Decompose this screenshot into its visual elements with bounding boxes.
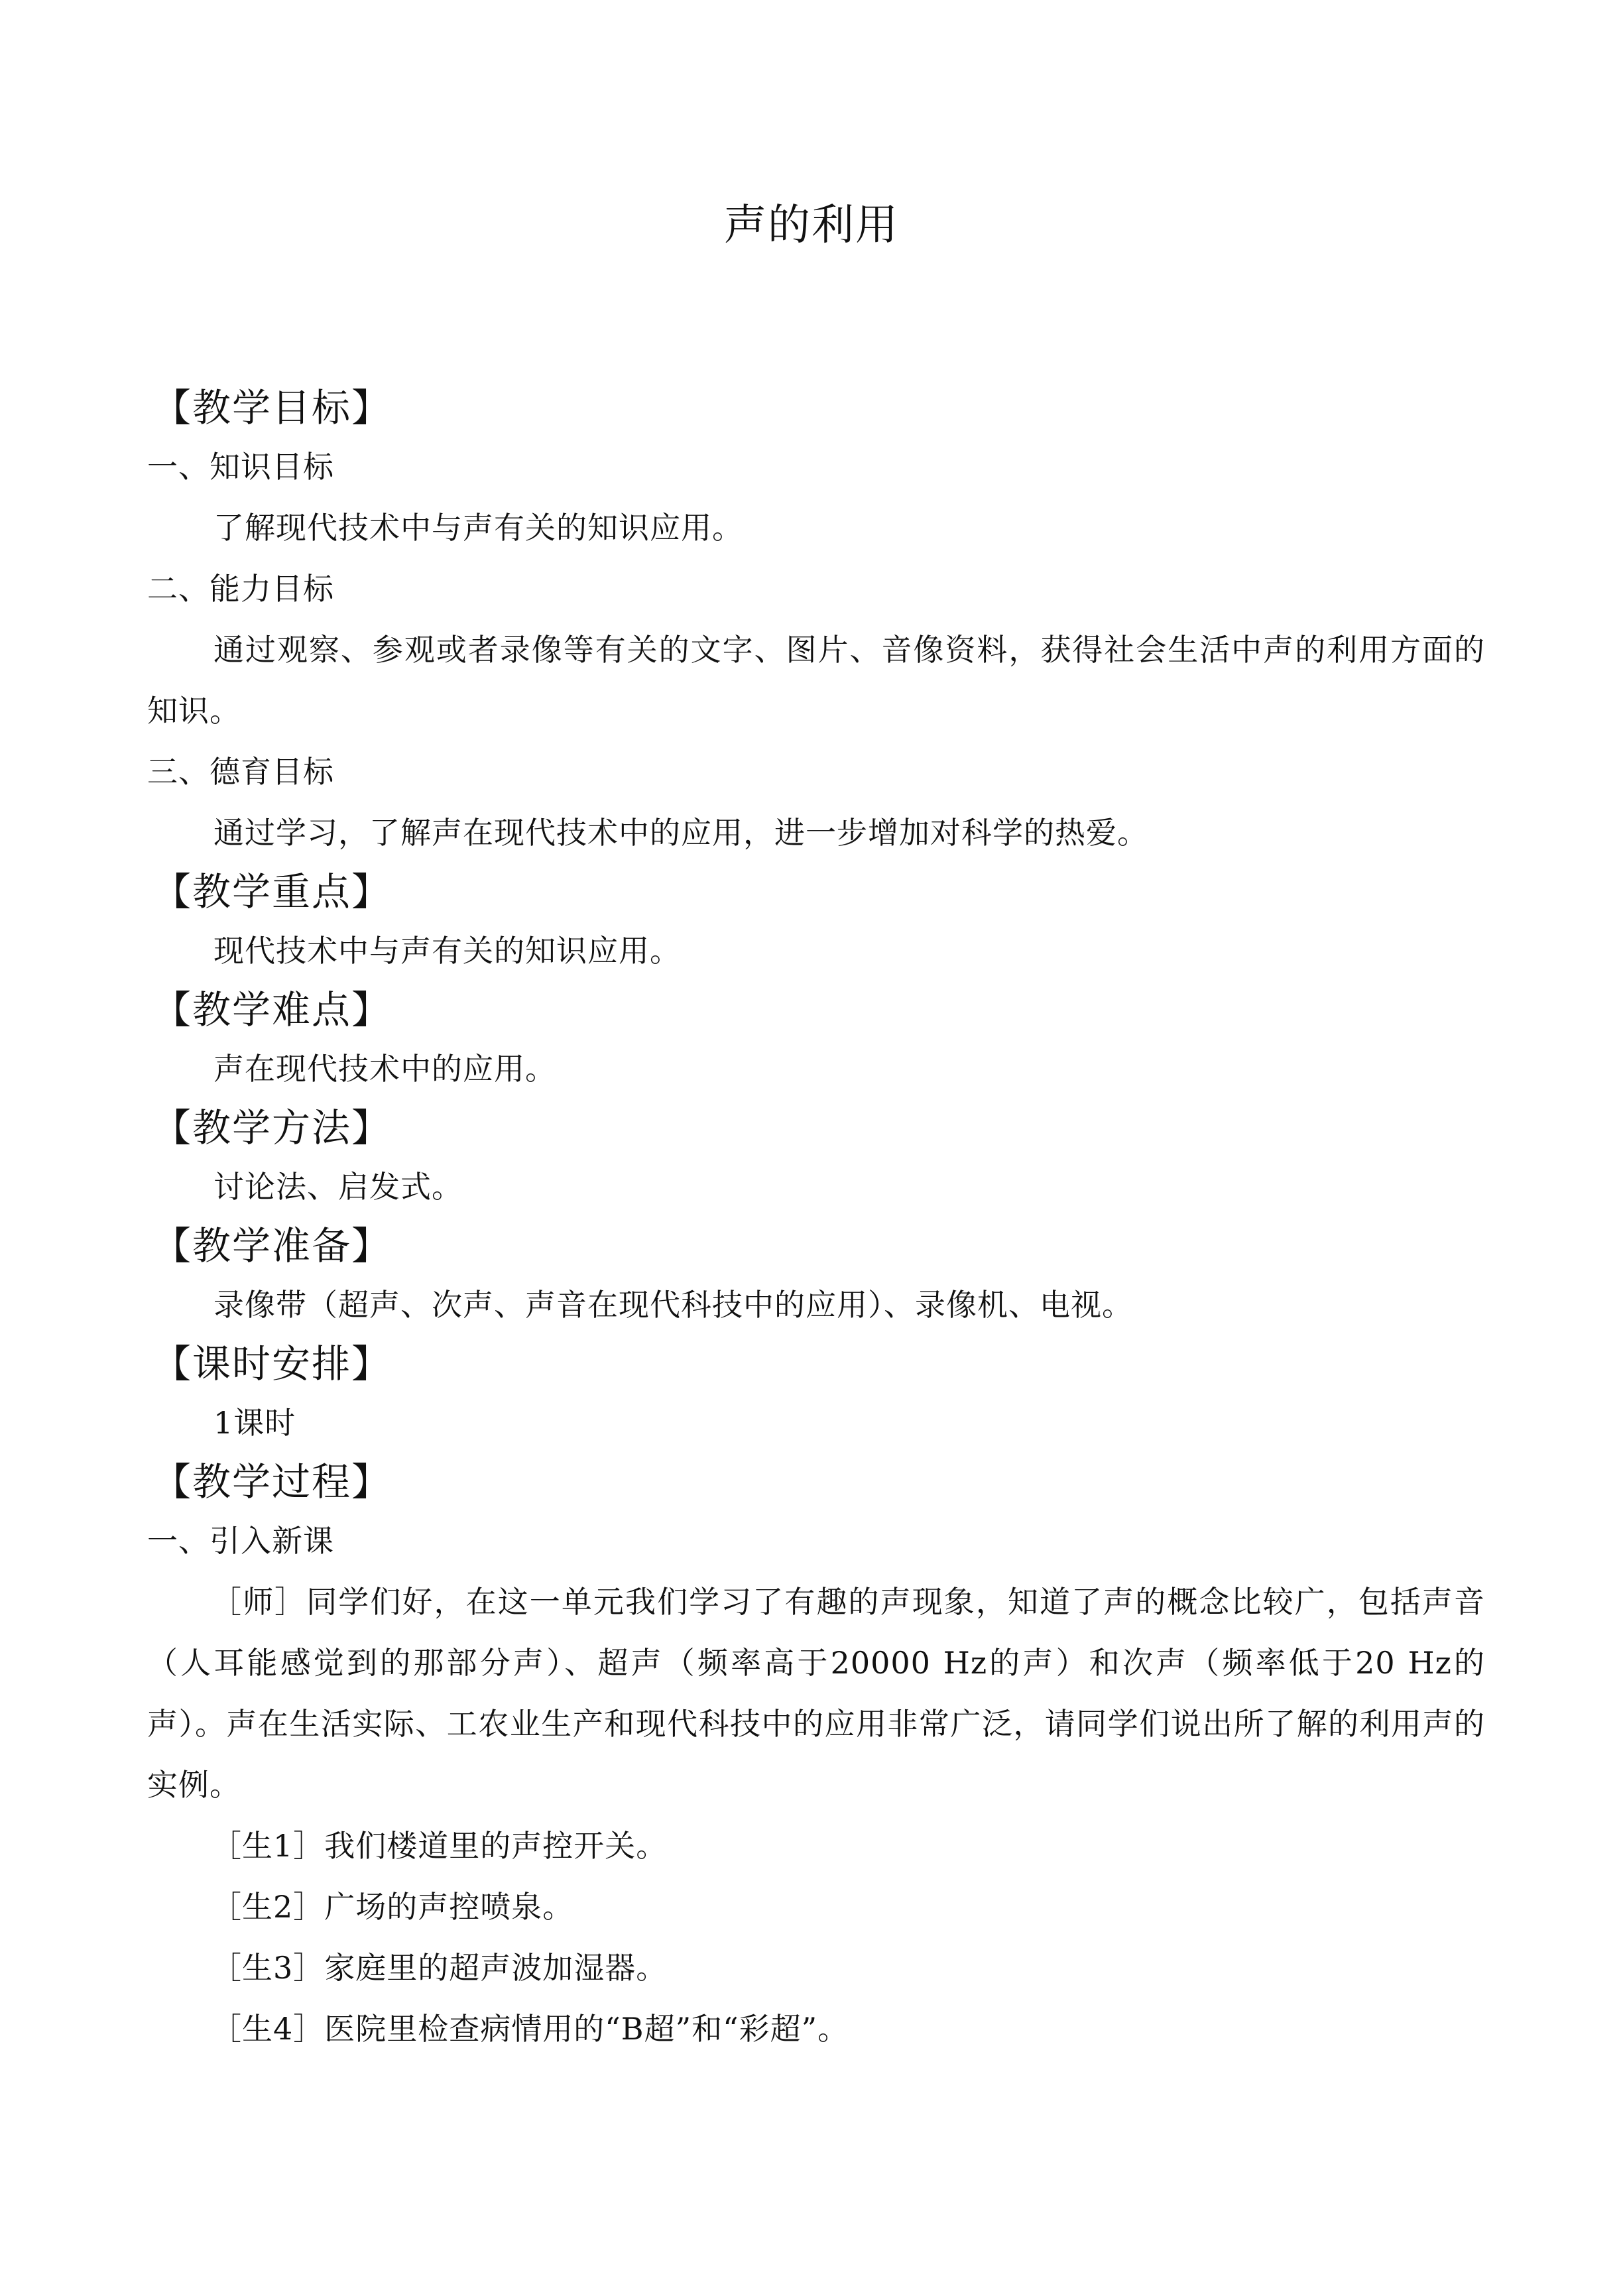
heading-process: 【教学过程】 [152,1459,392,1504]
paragraph-student-3: ［生3］家庭里的超声波加湿器。 [211,1950,668,1986]
paragraph-schedule: 1课时 [213,1405,296,1441]
subheading-intro: 一、引入新课 [147,1523,334,1559]
paragraph-moral: 通过学习，了解声在现代技术中的应用，进一步增加对科学的热爱。 [213,815,1148,851]
paragraph-key-points: 现代技术中与声有关的知识应用。 [213,933,681,969]
paragraph-teacher: ［师］同学们好，在这一单元我们学习了有趣的声现象，知道了声的概念比较广，包括声音（人耳能感觉到的那部分声）、超声（频率高于20000 Hz的声）和次声（频率低于20 Hz的声）。声在生活实际、工农业生产和现代科技中的应用非常广泛，请同学们说出所了解的利用声的实例。 [147,1584,1485,1803]
heading-schedule: 【课时安排】 [152,1341,392,1386]
subheading-ability: 二、能力目标 [147,571,334,607]
heading-difficulties: 【教学难点】 [152,987,392,1032]
paragraph-preparation: 录像带（超声、次声、声音在现代科技中的应用）、录像机、电视。 [213,1287,1133,1323]
paragraph-student-2: ［生2］广场的声控喷泉。 [211,1889,574,1925]
heading-methods: 【教学方法】 [152,1105,392,1150]
paragraph-ability: 通过观察、参观或者录像等有关的文字、图片、音像资料，获得社会生活中声的利用方面的知识。 [147,632,1485,729]
paragraph-methods: 讨论法、启发式。 [213,1169,463,1205]
paragraph-knowledge: 了解现代技术中与声有关的知识应用。 [213,510,743,546]
heading-preparation: 【教学准备】 [152,1223,392,1268]
heading-objectives: 【教学目标】 [152,385,392,430]
document-body [147,379,1485,2059]
paragraph-difficulties: 声在现代技术中的应用。 [213,1051,556,1087]
paragraph-student-1: ［生1］我们楼道里的声控开关。 [211,1828,668,1864]
heading-key-points: 【教学重点】 [152,869,392,914]
document-title: 声的利用 [724,201,899,250]
subheading-moral: 三、德育目标 [147,754,334,790]
subheading-knowledge: 一、知识目标 [147,449,334,485]
paragraph-student-4: ［生4］医院里检查病情用的“B超”和“彩超”。 [211,2011,849,2047]
